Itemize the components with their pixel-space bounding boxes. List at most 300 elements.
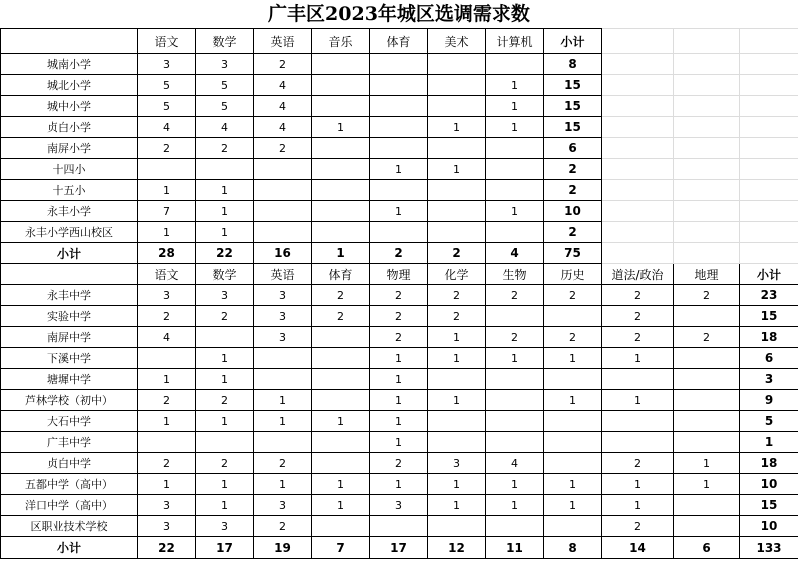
value-cell: 1	[196, 495, 254, 516]
demand-table	[0, 28, 798, 559]
column-header: 数学	[196, 29, 254, 54]
value-cell	[138, 432, 196, 453]
empty-cell	[602, 75, 674, 96]
empty-cell	[740, 54, 798, 75]
column-header: 化学	[428, 264, 486, 285]
value-cell: 2	[602, 327, 674, 348]
column-header: 道法/政治	[602, 264, 674, 285]
total-cell: 22	[196, 243, 254, 264]
school-name-cell: 实验中学	[1, 306, 138, 327]
column-header: 语文	[138, 264, 196, 285]
subtotal-cell: 15	[740, 495, 798, 516]
value-cell	[602, 369, 674, 390]
value-cell: 4	[138, 117, 196, 138]
value-cell	[428, 201, 486, 222]
school-name-cell: 城南小学	[1, 54, 138, 75]
value-cell: 1	[196, 369, 254, 390]
value-cell: 1	[544, 474, 602, 495]
value-cell	[312, 96, 370, 117]
value-cell	[486, 222, 544, 243]
column-header: 历史	[544, 264, 602, 285]
value-cell: 2	[138, 390, 196, 411]
table-row	[1, 201, 798, 222]
value-cell	[370, 54, 428, 75]
value-cell	[254, 159, 312, 180]
value-cell: 5	[138, 75, 196, 96]
empty-cell	[740, 117, 798, 138]
header-corner-cell	[1, 264, 138, 285]
empty-cell	[674, 222, 740, 243]
value-cell: 3	[254, 306, 312, 327]
subtotal-cell: 6	[544, 138, 602, 159]
empty-cell	[674, 75, 740, 96]
value-cell: 2	[254, 54, 312, 75]
value-cell: 1	[486, 201, 544, 222]
value-cell	[544, 453, 602, 474]
value-cell	[370, 180, 428, 201]
total-cell: 133	[740, 537, 798, 559]
table-row	[1, 474, 798, 495]
empty-cell	[740, 138, 798, 159]
value-cell: 1	[196, 411, 254, 432]
value-cell: 1	[428, 327, 486, 348]
value-cell: 1	[544, 495, 602, 516]
empty-cell	[674, 243, 740, 264]
school-name-cell: 贞白小学	[1, 117, 138, 138]
value-cell: 1	[196, 180, 254, 201]
column-header: 英语	[254, 264, 312, 285]
empty-cell	[674, 54, 740, 75]
value-cell	[544, 516, 602, 537]
table-row	[1, 495, 798, 516]
value-cell	[428, 411, 486, 432]
total-cell: 19	[254, 537, 312, 559]
subtotal-cell: 15	[544, 96, 602, 117]
value-cell: 1	[486, 75, 544, 96]
value-cell: 1	[196, 348, 254, 369]
empty-cell	[602, 54, 674, 75]
value-cell	[196, 432, 254, 453]
empty-cell	[740, 180, 798, 201]
value-cell	[312, 369, 370, 390]
subtotal-cell: 18	[740, 453, 798, 474]
value-cell: 1	[196, 222, 254, 243]
table-row	[1, 516, 798, 537]
table-row	[1, 159, 798, 180]
subtotal-cell: 2	[544, 180, 602, 201]
value-cell	[486, 138, 544, 159]
value-cell: 3	[138, 54, 196, 75]
empty-cell	[740, 159, 798, 180]
value-cell: 3	[370, 495, 428, 516]
value-cell: 3	[138, 495, 196, 516]
school-name-cell: 永丰小学	[1, 201, 138, 222]
value-cell: 2	[138, 453, 196, 474]
value-cell: 2	[196, 138, 254, 159]
value-cell: 2	[544, 327, 602, 348]
value-cell	[196, 327, 254, 348]
value-cell	[674, 411, 740, 432]
value-cell: 1	[370, 432, 428, 453]
total-cell: 6	[674, 537, 740, 559]
school-name-cell: 洋口中学（高中）	[1, 495, 138, 516]
value-cell: 1	[138, 369, 196, 390]
subtotal-cell: 6	[740, 348, 798, 369]
empty-cell	[674, 201, 740, 222]
subtotal-cell: 15	[544, 117, 602, 138]
value-cell	[370, 222, 428, 243]
value-cell: 2	[674, 327, 740, 348]
value-cell: 1	[602, 348, 674, 369]
column-header: 小计	[544, 29, 602, 54]
school-name-cell: 区职业技术学校	[1, 516, 138, 537]
school-name-cell: 南屏中学	[1, 327, 138, 348]
table-row	[1, 54, 798, 75]
total-cell: 16	[254, 243, 312, 264]
table-row	[1, 264, 798, 285]
value-cell	[312, 54, 370, 75]
total-cell: 22	[138, 537, 196, 559]
total-label-cell: 小计	[1, 537, 138, 559]
table-row	[1, 453, 798, 474]
table-row	[1, 117, 798, 138]
total-cell: 14	[602, 537, 674, 559]
value-cell	[254, 369, 312, 390]
value-cell	[428, 432, 486, 453]
value-cell	[486, 411, 544, 432]
value-cell: 1	[370, 348, 428, 369]
value-cell: 1	[428, 495, 486, 516]
value-cell: 1	[370, 390, 428, 411]
value-cell: 3	[254, 495, 312, 516]
empty-cell	[740, 222, 798, 243]
value-cell	[312, 327, 370, 348]
table-row	[1, 243, 798, 264]
value-cell	[428, 369, 486, 390]
value-cell: 1	[428, 159, 486, 180]
column-header: 数学	[196, 264, 254, 285]
value-cell: 1	[312, 117, 370, 138]
value-cell: 5	[138, 96, 196, 117]
table-row	[1, 327, 798, 348]
value-cell	[370, 96, 428, 117]
table-row	[1, 180, 798, 201]
school-name-cell: 永丰中学	[1, 285, 138, 306]
empty-cell	[602, 180, 674, 201]
value-cell: 1	[486, 96, 544, 117]
total-cell: 75	[544, 243, 602, 264]
subtotal-cell: 10	[544, 201, 602, 222]
value-cell	[428, 96, 486, 117]
value-cell: 7	[138, 201, 196, 222]
value-cell: 1	[370, 201, 428, 222]
subtotal-cell: 5	[740, 411, 798, 432]
value-cell	[674, 495, 740, 516]
value-cell: 1	[196, 474, 254, 495]
school-name-cell: 塘墀中学	[1, 369, 138, 390]
value-cell: 1	[254, 390, 312, 411]
table-row	[1, 411, 798, 432]
value-cell	[428, 222, 486, 243]
total-cell: 1	[312, 243, 370, 264]
column-header: 物理	[370, 264, 428, 285]
table-row	[1, 369, 798, 390]
value-cell	[544, 411, 602, 432]
value-cell: 2	[254, 453, 312, 474]
school-name-cell: 下溪中学	[1, 348, 138, 369]
table-row	[1, 390, 798, 411]
subtotal-cell: 18	[740, 327, 798, 348]
value-cell	[312, 390, 370, 411]
column-header: 语文	[138, 29, 196, 54]
value-cell	[602, 432, 674, 453]
value-cell: 2	[370, 285, 428, 306]
value-cell: 3	[138, 285, 196, 306]
value-cell	[428, 516, 486, 537]
header-corner-cell	[1, 29, 138, 54]
total-cell: 8	[544, 537, 602, 559]
value-cell	[428, 138, 486, 159]
value-cell: 1	[544, 348, 602, 369]
empty-cell	[602, 159, 674, 180]
value-cell: 4	[254, 117, 312, 138]
value-cell: 1	[602, 390, 674, 411]
value-cell: 2	[428, 285, 486, 306]
value-cell: 1	[674, 474, 740, 495]
empty-cell	[740, 243, 798, 264]
value-cell: 1	[138, 474, 196, 495]
value-cell	[674, 369, 740, 390]
empty-cell	[674, 96, 740, 117]
total-label-cell: 小计	[1, 243, 138, 264]
empty-cell	[602, 29, 674, 54]
value-cell	[254, 201, 312, 222]
value-cell: 2	[370, 306, 428, 327]
empty-cell	[674, 138, 740, 159]
empty-cell	[740, 29, 798, 54]
value-cell	[428, 54, 486, 75]
table-row	[1, 348, 798, 369]
column-header: 音乐	[312, 29, 370, 54]
total-cell: 4	[486, 243, 544, 264]
empty-cell	[602, 117, 674, 138]
value-cell: 2	[428, 306, 486, 327]
value-cell	[312, 348, 370, 369]
value-cell	[674, 516, 740, 537]
value-cell	[486, 369, 544, 390]
empty-cell	[602, 222, 674, 243]
school-name-cell: 贞白中学	[1, 453, 138, 474]
subtotal-cell: 9	[740, 390, 798, 411]
school-name-cell: 芦林学校（初中）	[1, 390, 138, 411]
value-cell	[196, 159, 254, 180]
value-cell: 3	[254, 327, 312, 348]
value-cell	[674, 348, 740, 369]
value-cell: 2	[486, 327, 544, 348]
value-cell: 2	[370, 453, 428, 474]
school-name-cell: 城北小学	[1, 75, 138, 96]
subtotal-cell: 15	[740, 306, 798, 327]
table-row	[1, 96, 798, 117]
empty-cell	[740, 201, 798, 222]
value-cell: 2	[602, 306, 674, 327]
value-cell: 2	[544, 285, 602, 306]
value-cell	[138, 159, 196, 180]
value-cell: 1	[544, 390, 602, 411]
subtotal-cell: 3	[740, 369, 798, 390]
school-name-cell: 城中小学	[1, 96, 138, 117]
column-header: 美术	[428, 29, 486, 54]
value-cell	[674, 432, 740, 453]
value-cell: 1	[486, 474, 544, 495]
value-cell: 1	[486, 117, 544, 138]
value-cell	[312, 75, 370, 96]
total-cell: 17	[196, 537, 254, 559]
value-cell	[312, 201, 370, 222]
value-cell	[312, 432, 370, 453]
value-cell: 2	[196, 390, 254, 411]
value-cell: 1	[196, 201, 254, 222]
value-cell: 1	[138, 180, 196, 201]
value-cell	[428, 180, 486, 201]
school-name-cell: 十四小	[1, 159, 138, 180]
table-row	[1, 537, 798, 559]
value-cell	[486, 390, 544, 411]
value-cell	[312, 516, 370, 537]
subtotal-cell: 10	[740, 474, 798, 495]
value-cell: 5	[196, 96, 254, 117]
value-cell: 1	[486, 348, 544, 369]
value-cell: 3	[254, 285, 312, 306]
value-cell: 2	[370, 327, 428, 348]
total-cell: 17	[370, 537, 428, 559]
value-cell: 1	[428, 117, 486, 138]
value-cell: 2	[138, 306, 196, 327]
value-cell: 2	[254, 516, 312, 537]
column-header: 体育	[370, 29, 428, 54]
value-cell	[254, 222, 312, 243]
column-header: 体育	[312, 264, 370, 285]
total-cell: 2	[428, 243, 486, 264]
table-row	[1, 285, 798, 306]
empty-cell	[602, 96, 674, 117]
value-cell: 2	[486, 285, 544, 306]
empty-cell	[674, 159, 740, 180]
value-cell: 2	[196, 453, 254, 474]
column-header: 小计	[740, 264, 798, 285]
total-cell: 12	[428, 537, 486, 559]
value-cell: 1	[138, 411, 196, 432]
school-name-cell: 十五小	[1, 180, 138, 201]
value-cell: 2	[602, 516, 674, 537]
table-row	[1, 222, 798, 243]
value-cell: 1	[254, 411, 312, 432]
school-name-cell: 广丰中学	[1, 432, 138, 453]
total-cell: 28	[138, 243, 196, 264]
value-cell	[312, 453, 370, 474]
school-name-cell: 永丰小学西山校区	[1, 222, 138, 243]
empty-cell	[674, 29, 740, 54]
value-cell	[254, 432, 312, 453]
value-cell: 1	[674, 453, 740, 474]
value-cell	[486, 180, 544, 201]
table-row	[1, 432, 798, 453]
value-cell: 3	[138, 516, 196, 537]
sheet-title: 广丰区2023年城区选调需求数	[268, 3, 530, 25]
value-cell	[312, 138, 370, 159]
value-cell: 4	[254, 75, 312, 96]
value-cell: 2	[602, 453, 674, 474]
total-cell: 7	[312, 537, 370, 559]
value-cell: 1	[370, 474, 428, 495]
value-cell: 2	[674, 285, 740, 306]
value-cell: 1	[370, 159, 428, 180]
subtotal-cell: 1	[740, 432, 798, 453]
value-cell	[138, 348, 196, 369]
value-cell	[544, 369, 602, 390]
value-cell: 2	[254, 138, 312, 159]
empty-cell	[674, 180, 740, 201]
value-cell: 4	[254, 96, 312, 117]
value-cell: 3	[196, 54, 254, 75]
column-header: 计算机	[486, 29, 544, 54]
value-cell	[486, 306, 544, 327]
value-cell	[544, 432, 602, 453]
empty-cell	[740, 96, 798, 117]
value-cell: 1	[370, 411, 428, 432]
value-cell: 1	[486, 495, 544, 516]
value-cell	[312, 159, 370, 180]
value-cell: 3	[196, 285, 254, 306]
value-cell	[674, 306, 740, 327]
school-name-cell: 大石中学	[1, 411, 138, 432]
value-cell: 2	[138, 138, 196, 159]
table-row	[1, 306, 798, 327]
empty-cell	[602, 201, 674, 222]
subtotal-cell: 23	[740, 285, 798, 306]
total-cell: 2	[370, 243, 428, 264]
total-cell: 11	[486, 537, 544, 559]
school-name-cell: 南屏小学	[1, 138, 138, 159]
value-cell	[312, 222, 370, 243]
subtotal-cell: 15	[544, 75, 602, 96]
subtotal-cell: 2	[544, 159, 602, 180]
value-cell	[486, 516, 544, 537]
value-cell	[254, 180, 312, 201]
value-cell	[370, 117, 428, 138]
value-cell	[602, 411, 674, 432]
value-cell: 2	[602, 285, 674, 306]
value-cell: 3	[196, 516, 254, 537]
value-cell: 2	[312, 285, 370, 306]
empty-cell	[740, 75, 798, 96]
value-cell: 1	[370, 369, 428, 390]
value-cell: 4	[196, 117, 254, 138]
value-cell: 2	[312, 306, 370, 327]
empty-cell	[602, 138, 674, 159]
table-row	[1, 138, 798, 159]
empty-cell	[602, 243, 674, 264]
value-cell: 1	[312, 474, 370, 495]
subtotal-cell: 2	[544, 222, 602, 243]
value-cell: 1	[312, 411, 370, 432]
value-cell	[254, 348, 312, 369]
value-cell: 1	[428, 390, 486, 411]
value-cell	[428, 75, 486, 96]
value-cell	[544, 306, 602, 327]
value-cell	[370, 516, 428, 537]
table-row	[1, 29, 798, 54]
